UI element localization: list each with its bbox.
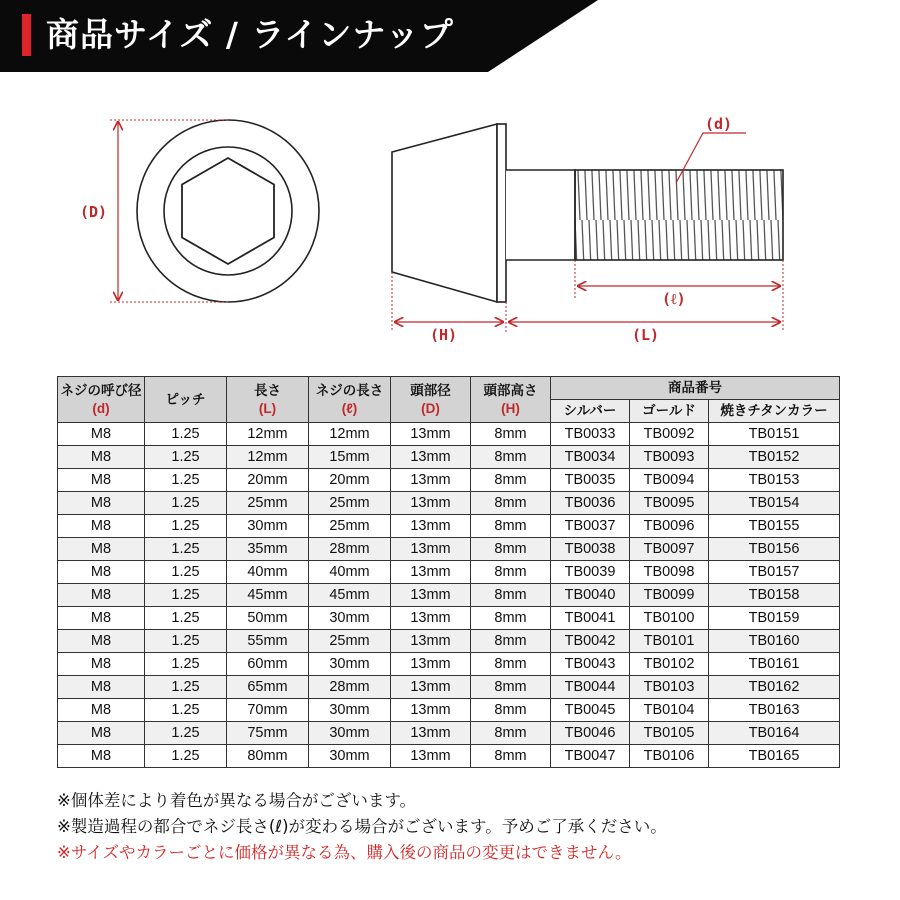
table-cell: 1.25 [145,446,227,469]
table-cell: 30mm [309,722,391,745]
table-cell: TB0102 [630,653,709,676]
table-row [58,561,840,584]
table-cell: 13mm [391,676,471,699]
table-cell: 45mm [227,584,309,607]
thread-section [575,170,783,260]
page-title: 商品サイズ / ラインナップ [46,15,454,54]
table-cell: TB0040 [551,584,630,607]
table-cell: M8 [58,515,145,538]
table-cell: 1.25 [145,515,227,538]
table-cell: TB0093 [630,446,709,469]
header-burnt-titanium: 焼きチタンカラー [709,400,840,423]
table-cell: 30mm [309,745,391,768]
table-cell: 12mm [227,423,309,446]
header-accent-bar [22,14,31,56]
bolt-side-view [392,124,783,302]
table-cell: M8 [58,469,145,492]
table-cell: 12mm [227,446,309,469]
table-cell: 13mm [391,607,471,630]
table-row [58,538,840,561]
table-cell: 60mm [227,653,309,676]
table-cell: 20mm [227,469,309,492]
table-cell: 80mm [227,745,309,768]
table-cell: TB0037 [551,515,630,538]
table-cell: 1.25 [145,538,227,561]
table-cell: 8mm [471,676,551,699]
note-thread-length: ※製造過程の都合でネジ長さ(ℓ)が変わる場合がございます。予めご了承ください。 [57,817,667,836]
label-d: (d) [705,115,733,133]
table-cell: TB0160 [709,630,840,653]
table-cell: 30mm [309,607,391,630]
table-cell: 13mm [391,515,471,538]
label-L: (L) [632,326,660,344]
table-cell: 12mm [309,423,391,446]
table-row [58,469,840,492]
table-cell: 1.25 [145,423,227,446]
table-cell: 65mm [227,676,309,699]
table-cell: 15mm [309,446,391,469]
table-cell: 50mm [227,607,309,630]
table-cell: 30mm [227,515,309,538]
table-cell: M8 [58,699,145,722]
table-cell: TB0157 [709,561,840,584]
table-cell: 1.25 [145,676,227,699]
table-row [58,584,840,607]
table-cell: TB0165 [709,745,840,768]
table-cell: 1.25 [145,607,227,630]
table-cell: 13mm [391,538,471,561]
table-cell: TB0096 [630,515,709,538]
table-cell: M8 [58,561,145,584]
table-cell: 25mm [309,630,391,653]
table-cell: 8mm [471,607,551,630]
head-top-view [137,120,319,302]
table-cell: 40mm [309,561,391,584]
table-cell: 8mm [471,446,551,469]
table-cell: TB0155 [709,515,840,538]
bolt-drawing [0,100,900,360]
table-cell: 1.25 [145,492,227,515]
table-cell: 13mm [391,446,471,469]
table-cell: TB0038 [551,538,630,561]
table-cell: 28mm [309,676,391,699]
table-cell: M8 [58,745,145,768]
table-cell: M8 [58,630,145,653]
table-cell: TB0099 [630,584,709,607]
table-cell: 40mm [227,561,309,584]
table-cell: 30mm [309,699,391,722]
table-cell: TB0098 [630,561,709,584]
table-cell: 13mm [391,584,471,607]
table-cell: 45mm [309,584,391,607]
table-cell: 13mm [391,630,471,653]
header-head-height: 頭部高さ (H) [471,377,551,423]
table-cell: TB0041 [551,607,630,630]
table-cell: TB0095 [630,492,709,515]
table-cell: 70mm [227,699,309,722]
table-cell: 8mm [471,492,551,515]
header-product-number: 商品番号 [551,377,840,400]
table-cell: TB0161 [709,653,840,676]
table-cell: TB0034 [551,446,630,469]
table-cell: TB0043 [551,653,630,676]
table-cell: TB0097 [630,538,709,561]
table-cell: 8mm [471,745,551,768]
table-cell: TB0163 [709,699,840,722]
table-cell: TB0035 [551,469,630,492]
table-cell: 35mm [227,538,309,561]
table-cell: 25mm [309,492,391,515]
table-cell: TB0159 [709,607,840,630]
table-cell: 1.25 [145,584,227,607]
table-row [58,515,840,538]
notes [57,788,877,866]
table-cell: TB0036 [551,492,630,515]
table-row [58,607,840,630]
table-cell: TB0100 [630,607,709,630]
table-cell: TB0039 [551,561,630,584]
table-row [58,745,840,768]
table-cell: 30mm [309,653,391,676]
table-cell: 1.25 [145,722,227,745]
table-cell: TB0046 [551,722,630,745]
table-cell: TB0103 [630,676,709,699]
table-cell: TB0104 [630,699,709,722]
table-cell: M8 [58,607,145,630]
table-cell: M8 [58,538,145,561]
table-cell: 13mm [391,653,471,676]
table-cell: 13mm [391,469,471,492]
header-thread-length: ネジの長さ (ℓ) [309,377,391,423]
table-cell: M8 [58,584,145,607]
table-cell: M8 [58,653,145,676]
table-cell: 1.25 [145,699,227,722]
table-cell: 20mm [309,469,391,492]
table-row [58,630,840,653]
table-cell: TB0152 [709,446,840,469]
table-cell: 8mm [471,722,551,745]
table-cell: 8mm [471,538,551,561]
bolt-diagram [0,100,900,360]
table-cell: M8 [58,446,145,469]
table-cell: 75mm [227,722,309,745]
table-row [58,653,840,676]
table-cell: 13mm [391,561,471,584]
note-no-exchange: ※サイズやカラーごとに価格が異なる為、購入後の商品の変更はできません。 [57,843,632,862]
table-cell: 13mm [391,699,471,722]
table-cell: TB0094 [630,469,709,492]
header-pitch: ピッチ [145,377,227,423]
table-cell: 1.25 [145,561,227,584]
table-cell: 8mm [471,561,551,584]
note-color-variance: ※個体差により着色が異なる場合がございます。 [57,791,417,810]
table-cell: TB0044 [551,676,630,699]
table-row [58,492,840,515]
spec-table-body [58,423,840,768]
table-cell: TB0153 [709,469,840,492]
table-cell: 13mm [391,722,471,745]
table-cell: TB0033 [551,423,630,446]
table-cell: 8mm [471,630,551,653]
table-row [58,722,840,745]
table-cell: TB0042 [551,630,630,653]
table-row [58,676,840,699]
table-cell: TB0101 [630,630,709,653]
header-thread-size: ネジの呼び径 (d) [58,377,145,423]
table-cell: 8mm [471,653,551,676]
table-row [58,423,840,446]
table-cell: 8mm [471,699,551,722]
table-cell: TB0106 [630,745,709,768]
table-cell: 25mm [227,492,309,515]
table-cell: TB0154 [709,492,840,515]
table-cell: TB0151 [709,423,840,446]
header-length: 長さ (L) [227,377,309,423]
spec-table [57,376,840,768]
table-cell: 55mm [227,630,309,653]
table-cell: 13mm [391,745,471,768]
label-small-l: (ℓ) [662,290,686,308]
header-silver: シルバー [551,400,630,423]
header-gold: ゴールド [630,400,709,423]
header-banner [0,0,900,72]
table-cell: TB0047 [551,745,630,768]
table-cell: M8 [58,722,145,745]
table-cell: TB0092 [630,423,709,446]
table-cell: M8 [58,676,145,699]
table-cell: TB0164 [709,722,840,745]
table-row [58,446,840,469]
table-row [58,699,840,722]
table-cell: TB0162 [709,676,840,699]
table-cell: 8mm [471,423,551,446]
table-cell: 8mm [471,469,551,492]
table-cell: 28mm [309,538,391,561]
table-cell: TB0045 [551,699,630,722]
table-cell: 13mm [391,492,471,515]
table-cell: TB0156 [709,538,840,561]
table-cell: 8mm [471,515,551,538]
table-cell: M8 [58,492,145,515]
table-cell: 1.25 [145,630,227,653]
table-cell: 1.25 [145,469,227,492]
label-H: (H) [430,326,458,344]
header-head-diameter: 頭部径 (D) [391,377,471,423]
table-cell: 8mm [471,584,551,607]
table-cell: TB0105 [630,722,709,745]
label-D: (D) [80,203,108,221]
table-cell: TB0158 [709,584,840,607]
table-cell: M8 [58,423,145,446]
table-cell: 13mm [391,423,471,446]
table-cell: 1.25 [145,653,227,676]
table-cell: 1.25 [145,745,227,768]
table-cell: 25mm [309,515,391,538]
